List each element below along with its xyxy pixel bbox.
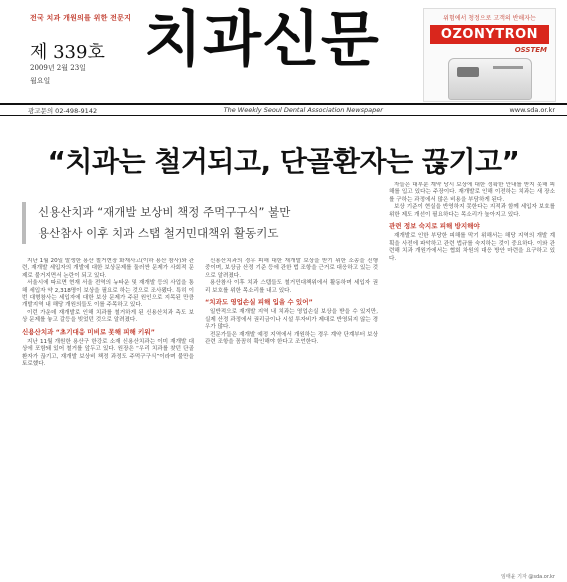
section-title: 관련 정보 숙지로 피해 방지해야 bbox=[389, 222, 480, 231]
issue-day: 월요일 bbox=[30, 77, 51, 85]
issue-date: 2009년 2월 23일 bbox=[30, 64, 86, 72]
paragraph: 재개발로 인한 부당한 피해를 막기 위해서는 해당 지역의 개발 계획을 사전에 파악하고 관련 법규를 숙지하는 것이 중요하다. 이와 관련해 치과 개원가에서는 협회 차원의 대응 방안 마련을 요구하고 있다. bbox=[389, 233, 555, 262]
logo-char: 과 bbox=[202, 5, 260, 75]
website-link[interactable]: www.sda.or.kr bbox=[509, 106, 555, 114]
newspaper-english-name: The Weekly Seoul Dental Association Newspaper bbox=[223, 106, 383, 114]
subheadline: 신용산치과 “재개발 보상비 책정 주먹구구식” 불만 bbox=[38, 205, 291, 219]
info-bar bbox=[0, 103, 567, 116]
ozonytron-ad[interactable] bbox=[423, 8, 556, 102]
article-column-2 bbox=[205, 258, 378, 576]
logo-char: 치 bbox=[144, 5, 201, 75]
paragraph: 용산참사 이후 치과 스탭들도 철거민대책위에서 활동하며 세입자 권리 보호를 위한 목소리를 내고 있다. bbox=[205, 280, 378, 294]
ad-top-text: 위험에서 청정으로 고객의 반해자는 bbox=[443, 15, 536, 22]
main-headline: “치과는 철거되고, 단골환자는 끊기고” bbox=[47, 145, 520, 178]
subheadline: 용산참사 이후 치과 스탭 철거민대책위 활동키도 bbox=[38, 226, 279, 240]
paragraph: 지난 11월 개원한 용산구 한강로 소재 신용산치과는 이미 재개발 대상에 포함돼 있어 철거를 앞두고 있다. 원장은 “우리 치과를 찾던 단골 환자가 끊기고, 재개발 보상비 책정 과정도 주먹구구식”이라며 불만을 토로했다. bbox=[22, 339, 194, 368]
paragraph: 지난 1월 20일 발생한 용산 철거현장 화재사고(이하 용산 참사)와 관련, 재개발 세입자의 개발에 대한 보상문제를 둘러싼 문제가 사회적 문제로 불거지면서 논란이 되고 있다. bbox=[22, 258, 194, 279]
byline: 임태윤 기자 @sda.or.kr bbox=[501, 574, 555, 580]
tagline: 전국 치과 개원의를 위한 전문지 bbox=[30, 14, 132, 22]
paragraph: 이런 가운데 재개발로 인해 치과를 철거하게 된 신용산치과 측도 보상 문제를 놓고 갈등을 빚었던 것으로 알려졌다. bbox=[22, 309, 194, 324]
logo-char: 신 bbox=[261, 5, 319, 75]
masthead bbox=[0, 0, 567, 105]
paragraph: 전문가들은 재개발 예정 지역에서 개원하는 경우 계약 단계부터 보상 관련 조항을 꼼꼼히 확인해야 한다고 조언한다. bbox=[205, 331, 378, 346]
article-column-3 bbox=[389, 182, 555, 576]
ad-sub-brand: OSSTEM bbox=[514, 46, 547, 54]
subheadlines bbox=[22, 202, 418, 244]
section-title: 신용산치과 “초기대응 미비로 못해 피해 키워” bbox=[22, 327, 155, 336]
ad-brand: OZONYTRON bbox=[430, 25, 549, 44]
paragraph: 자들은 대부분 계약 당시 보상에 대한 정확한 안내를 받지 못해 피해를 입고 있다는 주장이다. 재개발로 인해 이전하는 치과는 새 장소를 구하는 과정에서 많은 비용을 부담하게 된다. bbox=[389, 182, 555, 203]
paragraph: 보상 기준이 현실을 반영하지 못한다는 지적과 함께 세입자 보호를 위한 제도 개선이 필요하다는 목소리가 높아지고 있다. bbox=[389, 204, 555, 218]
issue-number: 제 339호 bbox=[30, 42, 105, 63]
dental-device-image bbox=[448, 58, 532, 100]
section-title: “치과도 영업손실 피해 입을 수 있어” bbox=[205, 298, 313, 307]
paragraph: 서울시에 따르면 현재 서울 전역의 뉴타운 및 재개발 등의 사업을 통해 세입자 약 2,318명이 보상을 필요로 하는 것으로 조사됐다. 특히 이번 대형참사는 세입자에 대한 보상 문제가 주된 원인으로 지목된 만큼 개발지역 내 해당 개원의들도 이를 주목하고 있다. bbox=[22, 280, 194, 309]
paragraph: 일반적으로 재개발 지역 내 치과는 영업손실 보상을 받을 수 있지만, 실제 산정 과정에서 권리금이나 시설 투자비가 제대로 반영되지 않는 경우가 많다. bbox=[205, 309, 378, 331]
article-column-1 bbox=[22, 258, 194, 576]
ad-phone: 광고문의 02-498-9142 bbox=[28, 106, 98, 115]
logo-char: 문 bbox=[320, 5, 378, 75]
newspaper-logo bbox=[144, 4, 378, 76]
paragraph: 신용산치과의 경우 피해 대한 재개발 보상을 받기 위한 소송을 진행 중이며, 보상금 산정 기준 등에 관한 법 조항을 근거로 대응하고 있는 것으로 알려졌다. bbox=[205, 258, 378, 279]
